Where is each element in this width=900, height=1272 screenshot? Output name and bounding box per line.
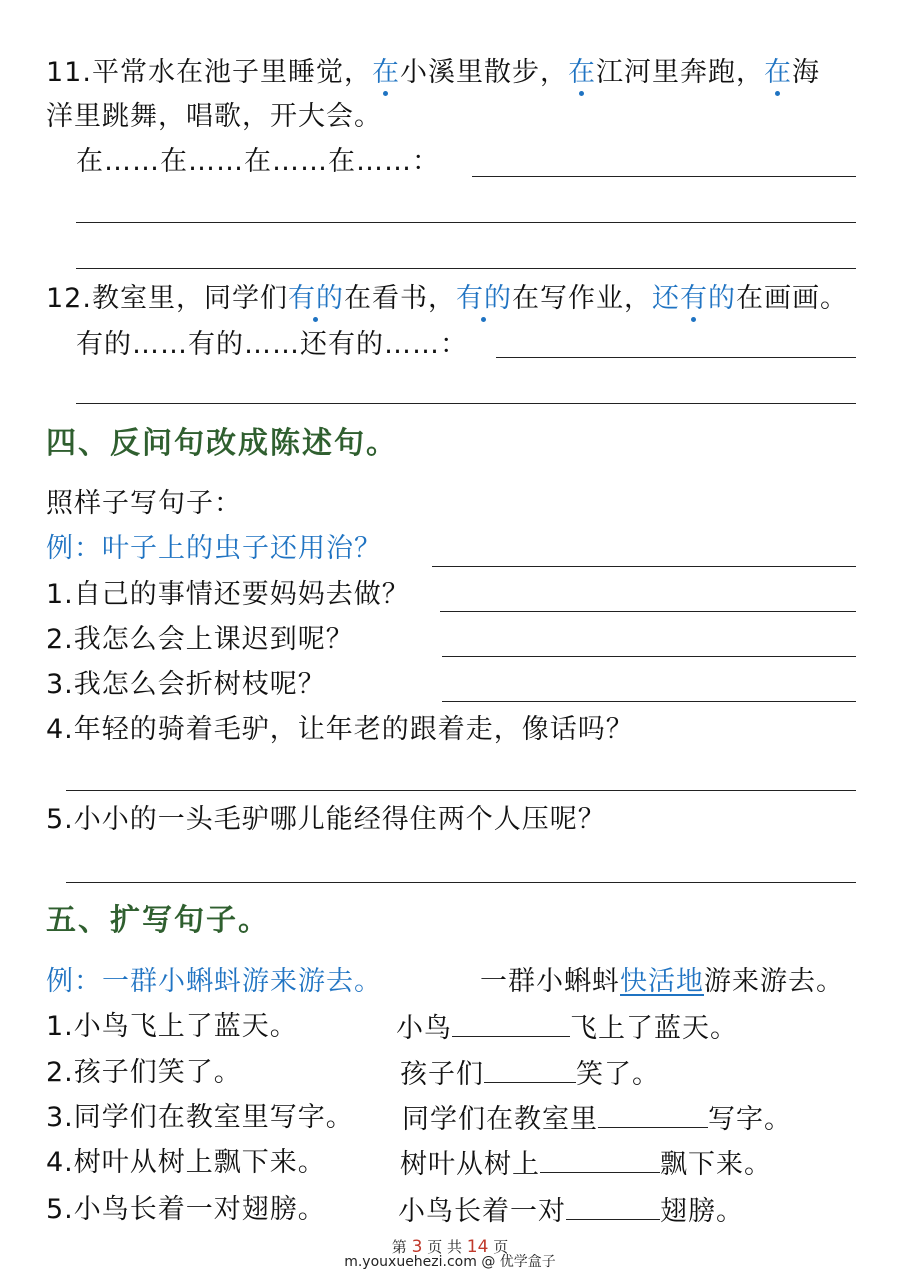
keyword-zai-2: 在 — [567, 57, 596, 88]
answer-line[interactable] — [442, 701, 856, 702]
section4-item-2: 2.我怎么会上课迟到呢？ — [46, 624, 354, 655]
page-number: 第 3 页 共 14 页 — [391, 1237, 509, 1257]
q12-prompt: 有的……有的……还有的……： — [76, 329, 468, 360]
section5-answer-4: 树叶从树上 飘下来。 — [400, 1146, 772, 1182]
keyword-youde-1: 有的 — [287, 283, 344, 314]
section5-answer-5: 小鸟长着一对 翅膀。 — [398, 1193, 744, 1229]
section5-answer-1: 小鸟 飞上了蓝天。 — [396, 1010, 738, 1046]
section5-item-1: 1.小鸟飞上了蓝天。 — [46, 1011, 298, 1042]
answer-line[interactable] — [76, 403, 856, 404]
answer-line[interactable] — [66, 882, 856, 883]
answer-line[interactable] — [76, 222, 856, 223]
section5-item-4: 4.树叶从树上飘下来。 — [46, 1147, 326, 1178]
fill-blank[interactable] — [452, 1010, 570, 1037]
answer-line[interactable] — [442, 656, 856, 657]
keyword-youde-2: 有的 — [455, 283, 512, 314]
answer-line[interactable] — [472, 176, 856, 177]
fill-blank[interactable] — [598, 1101, 708, 1128]
keyword-zai-1: 在 — [371, 57, 400, 88]
section5-example-left: 例：一群小蝌蚪游来游去。 — [46, 966, 382, 997]
section5-item-2: 2.孩子们笑了。 — [46, 1057, 242, 1088]
section5-example-right: 一群小蝌蚪快活地游来游去。 — [480, 966, 844, 997]
q11-line1: 11.平常水在池子里睡觉，在小溪里散步，在江河里奔跑，在海 — [46, 57, 820, 88]
fill-blank[interactable] — [484, 1056, 576, 1083]
answer-line[interactable] — [432, 566, 856, 567]
answer-line[interactable] — [440, 611, 856, 612]
fill-blank[interactable] — [566, 1193, 660, 1220]
section4-title: 四、反问句改成陈述句。 — [46, 426, 398, 461]
q12-line1: 12.教室里，同学们有的在看书，有的在写作业，还有的在画画。 — [46, 283, 848, 314]
section5-title: 五、扩写句子。 — [46, 903, 270, 938]
section5-answer-3: 同学们在教室里 写字。 — [402, 1101, 792, 1137]
section5-item-5: 5.小鸟长着一对翅膀。 — [46, 1194, 326, 1225]
section4-example: 例：叶子上的虫子还用治？ — [46, 533, 382, 564]
section5-item-3: 3.同学们在教室里写字。 — [46, 1102, 354, 1133]
answer-line[interactable] — [66, 790, 856, 791]
q11-prompt: 在……在……在……在……： — [76, 146, 440, 177]
answer-line[interactable] — [76, 268, 856, 269]
section4-item-4: 4.年轻的骑着毛驴，让年老的跟着走，像话吗？ — [46, 714, 634, 745]
example-adverb: 快活地 — [620, 966, 704, 997]
section4-item-1: 1.自己的事情还要妈妈去做？ — [46, 579, 410, 610]
footer-url: m.youxuehezi.com @ 优学盒子 — [344, 1254, 556, 1270]
answer-line[interactable] — [496, 357, 856, 358]
section5-answer-2: 孩子们 笑了。 — [400, 1056, 660, 1092]
keyword-zai-3: 在 — [763, 57, 792, 88]
fill-blank[interactable] — [540, 1146, 660, 1173]
q11-line2: 洋里跳舞，唱歌，开大会。 — [46, 101, 382, 132]
section4-item-3: 3.我怎么会折树枝呢？ — [46, 669, 326, 700]
section4-instruction: 照样子写句子： — [46, 488, 242, 519]
section4-item-5: 5.小小的一头毛驴哪儿能经得住两个人压呢？ — [46, 804, 606, 835]
keyword-haiyoude: 还有的 — [651, 283, 736, 314]
